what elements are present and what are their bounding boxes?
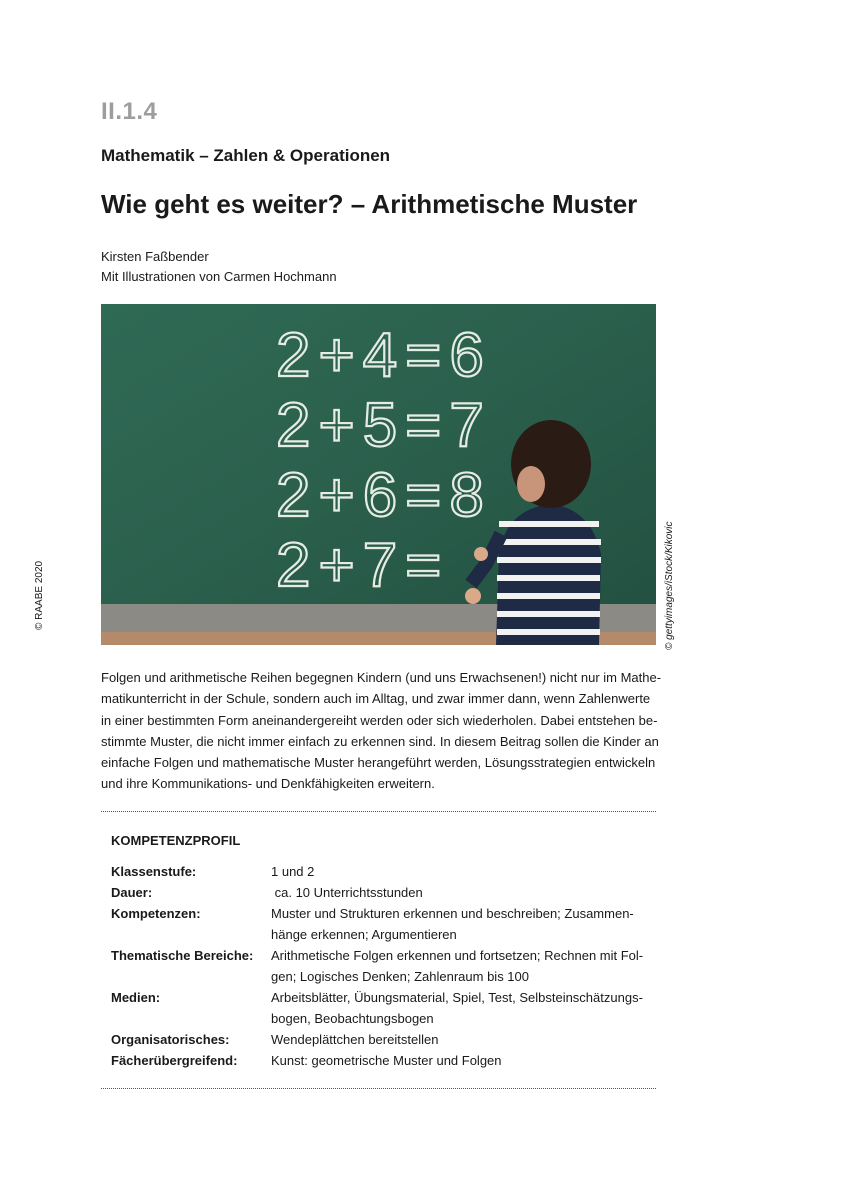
profile-label: Dauer: (111, 885, 153, 900)
intro-line: und ihre Kommunikations- und Denkfähigkeiten erweitern. (101, 776, 435, 792)
profile-label: Medien: (111, 990, 161, 1005)
profile-value: Arithmetische Folgen erkennen und fortsetzen; Rechnen mit Fol-gen; Logisches Denken; Zahlenraum bis 100 (271, 948, 644, 984)
profile-row (111, 861, 651, 882)
divider (101, 811, 656, 812)
profile-row (111, 1029, 651, 1050)
profile-label: Thematische Bereiche: (111, 948, 254, 963)
chalk-equation: 2+6=8 (276, 461, 492, 530)
section-code: II.1.4 (101, 98, 158, 125)
profile-title: KOMPETENZPROFIL (111, 833, 241, 848)
author-name: Kirsten Faßbender (101, 249, 209, 264)
copyright-note: © RAABE 2020 (34, 560, 45, 630)
profile-row (111, 987, 651, 1029)
profile-label: Fächerübergreifend: (111, 1053, 238, 1068)
intro-line: stimmte Muster, die nicht immer einfach zu erkennen sind. In diesem Beitrag sollen die Kinder an (101, 733, 659, 749)
subject-heading: Mathematik – Zahlen & Operationen (101, 146, 391, 165)
chalkboard-photo (101, 304, 656, 645)
profile-row (111, 903, 651, 945)
profile-value: Muster und Strukturen erkennen und beschreiben; Zusammen-hänge erkennen; Argumentieren (271, 906, 634, 942)
chalk-equation: 2+5=7 (276, 391, 492, 460)
profile-label: Klassenstufe: (111, 864, 197, 879)
profile-value: Wendeplättchen bereitstellen (271, 1032, 439, 1047)
chalk-equation: 2+7= (276, 531, 450, 600)
profile-value: Kunst: geometrische Muster und Folgen (271, 1053, 502, 1068)
author-block (101, 247, 337, 287)
page-title: Wie geht es weiter? – Arithmetische Muster (101, 189, 638, 219)
intro-line: Folgen und arithmetische Reihen begegnen Kindern (und uns Erwachsenen!) nicht nur im Mathe- (101, 670, 662, 685)
profile-value: ca. 10 Unterrichtsstunden (271, 885, 423, 900)
profile-row (111, 945, 651, 987)
intro-line: in einer bestimmten Form aneinandergereiht werden oder sich wiederholen. Dabei entstehen be- (101, 712, 658, 728)
photo-credit: © gettyimages/iStock/Kikovic (664, 521, 675, 650)
profile-row (111, 1050, 651, 1071)
divider (101, 1088, 656, 1089)
profile-value: Arbeitsblätter, Übungsmaterial, Spiel, Test, Selbsteinschätzungs-bogen, Beobachtungsbogen (271, 990, 643, 1026)
intro-paragraph (101, 667, 671, 795)
profile-label: Organisatorisches: (111, 1032, 230, 1047)
intro-line: matikunterricht in der Schule, sondern auch im Alltag, und zwar immer dann, wenn Zahlenwerte (101, 691, 651, 707)
profile-label: Kompetenzen: (111, 906, 201, 921)
profile-row (111, 882, 651, 903)
illustrator-name: Mit Illustrationen von Carmen Hochmann (101, 269, 337, 284)
intro-line: einfache Folgen und mathematische Muster herangeführt werden, Lösungsstrategien entwickeln (101, 755, 656, 771)
profile-value: 1 und 2 (271, 864, 315, 879)
chalk-equation: 2+4=6 (276, 321, 492, 390)
competence-profile (111, 833, 651, 1071)
